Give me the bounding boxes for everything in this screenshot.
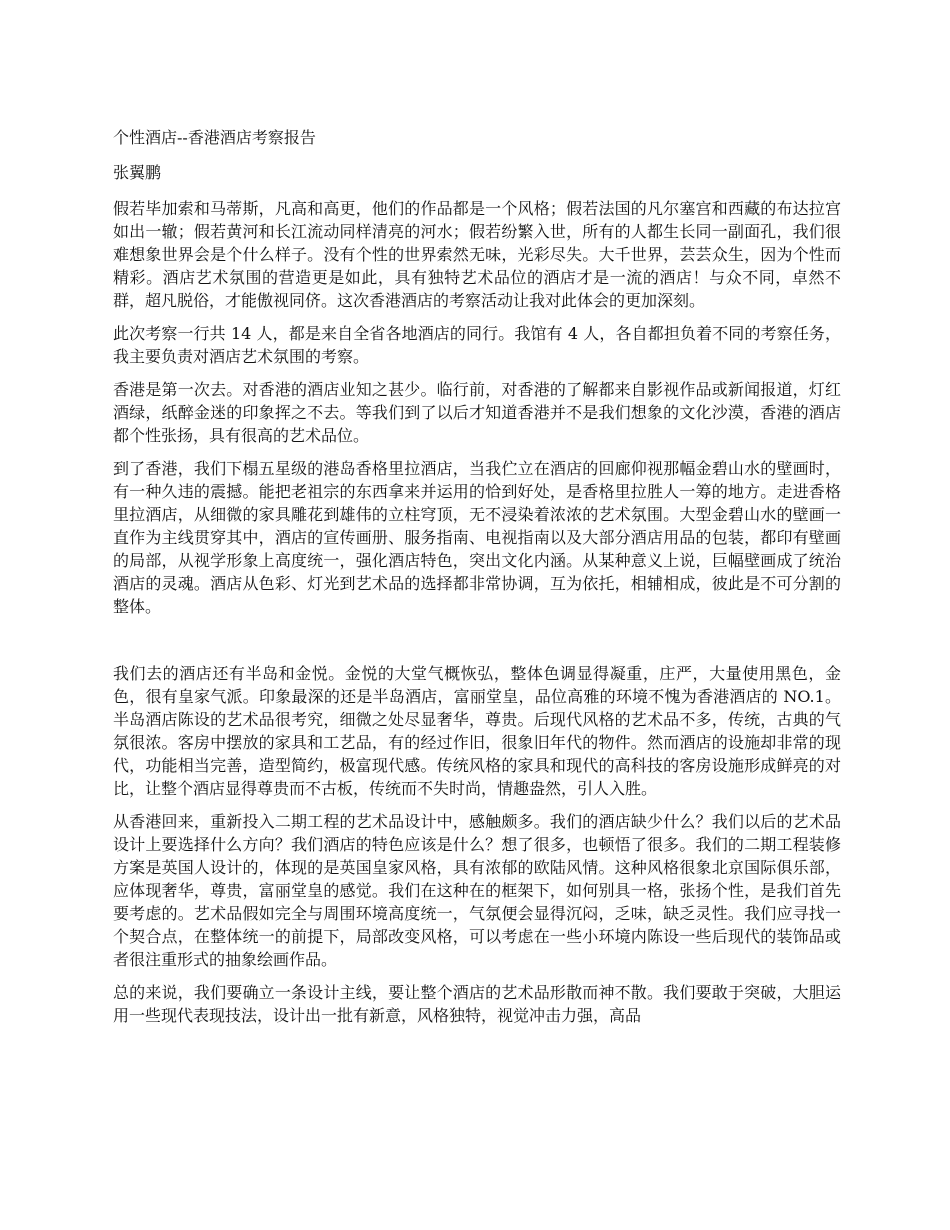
paragraph-peninsula: 我们去的酒店还有半岛和金悦。金悦的大堂气概恢弘，整体色调显得凝重，庄严，大量使用黑色，金色，很有皇家气派。印象最深的还是半岛酒店，富丽堂皇，品位高雅的环境不愧为香港酒店的 NO.1。半岛酒店陈设的艺术品很考究，细微之处尽显奢华，尊贵。后现代风格的艺术品不多，传统，古典的气氛很浓。客房中摆放的家具和工艺品，有的经过作旧，很象旧年代的物件。然而酒店的设施却非常的现代，功能相当完善，造型简约，极富现代感。传统风格的家具和现代的高科技的客房设施形成鲜亮的对比，让整个酒店显得尊贵而不古板，传统而不失时尚，情趣盎然，引人入胜。	[113, 664, 841, 798]
document-author: 张翼鹏	[113, 163, 162, 182]
document-title: 个性酒店--香港酒店考察报告	[113, 128, 316, 147]
paragraph-conclusion: 总的来说，我们要确立一条设计主线，要让整个酒店的艺术品形散而神不散。我们要敢于突破，大胆运用一些现代表现技法，设计出一批有新意，风格独特，视觉冲击力强，高品	[113, 983, 841, 1025]
document-page	[113, 126, 841, 1037]
paragraph-spacer	[113, 628, 841, 662]
paragraph-intro: 假若毕加索和马蒂斯，凡高和高更，他们的作品都是一个风格；假若法国的凡尔塞宫和西藏的布达拉宫如出一辙；假若黄河和长江流动同样清亮的河水；假若纷繁入世，所有的人都生长同一副面孔，我们很难想象世界会是个什么样子。没有个性的世界索然无味，光彩尽失。大千世界，芸芸众生，因为个性而精彩。酒店艺术氛围的营造更是如此，具有独特艺术品位的酒店才是一流的酒店！与众不同，卓然不群，超凡脱俗，才能傲视同侪。这次香港酒店的考察活动让我对此体会的更加深刻。	[113, 199, 841, 310]
paragraph-first-visit: 香港是第一次去。对香港的酒店业知之甚少。临行前，对香港的了解都来自影视作品或新闻报道，灯红酒绿，纸醉金迷的印象挥之不去。等我们到了以后才知道香港并不是我们想象的文化沙漠，香港的酒店都个性张扬，具有很高的艺术品位。	[113, 380, 841, 445]
paragraph-reflection: 从香港回来，重新投入二期工程的艺术品设计中，感触颇多。我们的酒店缺少什么？我们以后的艺术品设计上要选择什么方向？我们酒店的特色应该是什么？想了很多，也顿悟了很多。我们的二期工程装修方案是英国人设计的，体现的是英国皇家风格，具有浓郁的欧陆风情。这种风格很象北京国际俱乐部，应体现奢华，尊贵，富丽堂皇的感觉。我们在这种在的框架下，如何别具一格，张扬个性，是我们首先要考虑的。艺术品假如完全与周围环境高度统一，气氛便会显得沉闷，乏味，缺乏灵性。我们应寻找一个契合点，在整体统一的前提下，局部改变风格，可以考虑在一些小环境内陈设一些后现代的装饰品或者很注重形式的抽象绘画作品。	[113, 812, 841, 969]
paragraph-team: 此次考察一行共 14 人，都是来自全省各地酒店的同行。我馆有 4 人，各自都担负着不同的考察任务，我主要负责对酒店艺术氛围的考察。	[113, 324, 841, 366]
paragraph-shangri-la: 到了香港，我们下榻五星级的港岛香格里拉酒店，当我伫立在酒店的回廊仰视那幅金碧山水的壁画时，有一种久违的震撼。能把老祖宗的东西拿来并运用的恰到好处，是香格里拉胜人一筹的地方。走进香格里拉酒店，从细微的家具雕花到雄伟的立柱穹顶，无不浸染着浓浓的艺术氛围。大型金碧山水的壁画一直作为主线贯穿其中，酒店的宣传画册、服务指南、电视指南以及大部分酒店用品的包装，都印有壁画的局部，从视学形象上高度统一，强化酒店特色，突出文化内涵。从某种意义上说，巨幅壁画成了统治酒店的灵魂。酒店从色彩、灯光到艺术品的选择都非常协调，互为依托，相辅相成，彼此是不可分割的整体。	[113, 459, 841, 616]
